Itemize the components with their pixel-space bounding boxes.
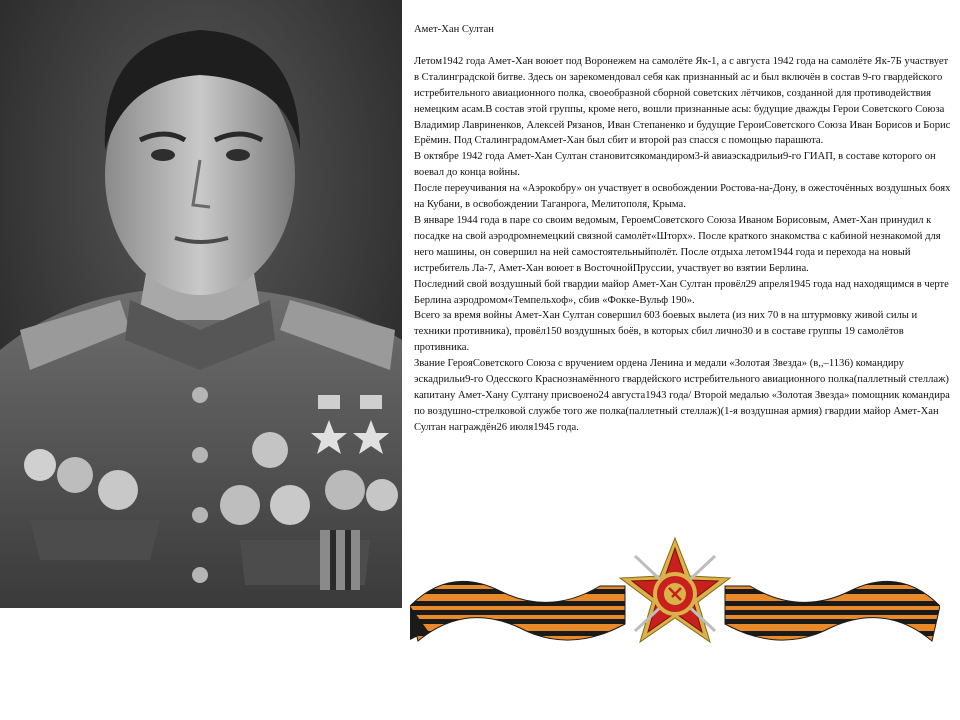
order-emblem: [410, 536, 940, 658]
bio-paragraph: В январе 1944 года в паре со своим ведомым, ГероемСоветского Союза Иваном Борисовым, Амет-Хан принудил к посадке на свой аэродромнемецкий связной самолёт«Шторх». После краткого знакомства с кабиной незнакомой для него машины, он совершил на ней самостоятельныйполёт. После отдыха летом1944 года и перехода на новый истребитель Ла-7, Амет-Хан воюет в ВосточнойПруссии, участвует во взятии Берлина.: [414, 214, 941, 274]
bio-paragraph: Летом1942 года Амет-Хан воюет под Воронежем на самолёте Як-1, а с августа 1942 года на самолёте Як-7Б участвует в Сталинградской битве. Здесь он зарекомендовал себя как признанный ас и был включён в состав 9-го гвардейского истребительного авиационного полка, своеобразной сборной советских лётчиков, созданной для противодействия немецким асам.В состав этой группы, кроме него, вошли признанные асы: будущие дважды Герои Советского Союза Владимир Лавриненков, Алексей Рязанов, Иван Степаненко и будущие ГероиСоветского Союза Иван Борисов и Борис Ерёмин. Под СталинградомАмет-Хан был сбит и второй раз спасся с помощью парашюта.: [414, 55, 951, 147]
st-george-ribbon: [410, 536, 940, 658]
bio-paragraph: Всего за время войны Амет-Хан Султан совершил 603 боевых вылета (из них 70 в на штурмовку живой силы и техники противника), провёл150 воздушных боёв, в которых сбил лично30 и в составе группы 19 самолётов противника.: [414, 310, 918, 354]
biography-text: [414, 22, 954, 436]
portrait-illustration: [0, 0, 402, 608]
portrait-photo: [0, 0, 402, 608]
bio-paragraph: После переучивания на «Аэрокобру» он участвует в освобождении Ростова-на-Дону, в ожесточённых воздушных боях на Кубани, в освобождении Таганрога, Мелитополя, Крыма.: [414, 183, 951, 211]
bio-paragraph: Последний свой воздушный бой гвардии майор Амет-Хан Султан провёл29 апреля1945 года над находящимся в черте Берлина аэродромом«Темпельхоф», сбив «Фокке-Вульф 190».: [414, 278, 949, 306]
bio-paragraph: В октябре 1942 года Амет-Хан Султан становитсякомандиром3-й авиаэскадрильи9-го ГИАП, в составе которого он воевал до конца войны.: [414, 151, 936, 179]
heading-name: Амет-Хан Султан: [414, 24, 494, 35]
bio-paragraph: Звание ГерояСоветского Союза с вручением ордена Ленина и медали «Золотая Звезда» (в,,–1136) командиру эскадрильи9-го Одесского Краснознамённого гвардейского истребительного авиационного полка(паллетный стеллаж) капитану Амет-Хану Султану присвоено24 августа1943 года/ Второй медалью «Золотая Звезда» помощник командира по воздушно-стрелковой службе того же полка(паллетный стеллаж)(1-я воздушная армия) гвардии майор Амет-Хан Султан награждён26 июля1945 года.: [414, 358, 950, 433]
